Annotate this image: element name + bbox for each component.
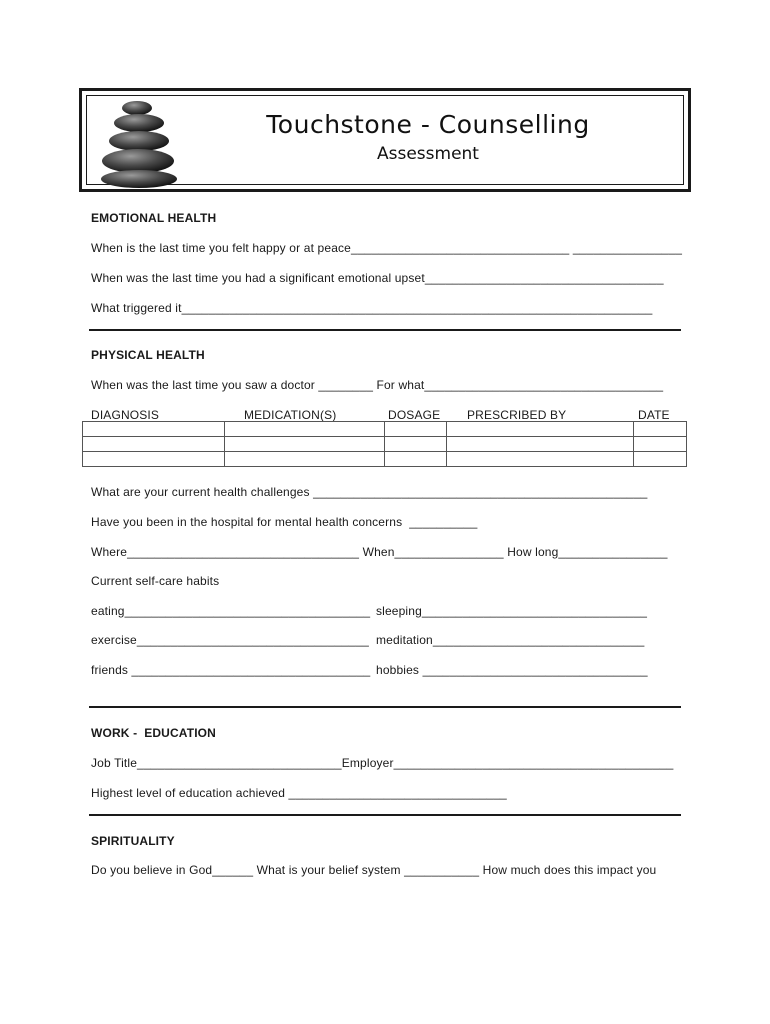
sleeping-field[interactable]: sleeping_________________________________	[376, 604, 648, 618]
stacked-stones-logo-icon	[99, 99, 183, 189]
physical-health-heading: PHYSICAL HEALTH	[91, 348, 205, 362]
table-cell[interactable]	[224, 437, 385, 452]
last-happy-question[interactable]: When is the last time you felt happy or at peace________________________________ ________________	[91, 241, 683, 255]
table-cell[interactable]	[634, 422, 687, 437]
table-cell[interactable]	[634, 437, 687, 452]
table-row	[83, 422, 687, 437]
table-cell[interactable]	[224, 452, 385, 467]
table-cell[interactable]	[447, 452, 634, 467]
header-inner-frame	[86, 95, 684, 185]
hobbies-field[interactable]: hobbies _________________________________	[376, 663, 648, 677]
medication-table	[82, 421, 687, 467]
emotional-health-heading: EMOTIONAL HEALTH	[91, 211, 217, 225]
triggered-question[interactable]: What triggered it_____________________________________________________________________	[91, 301, 653, 315]
job-employer-field[interactable]: Job Title______________________________Employer_________________________________________	[91, 756, 674, 770]
table-cell[interactable]	[447, 437, 634, 452]
work-education-heading: WORK - EDUCATION	[91, 726, 216, 740]
table-cell[interactable]	[83, 422, 225, 437]
table-cell[interactable]	[385, 422, 447, 437]
where-when-howlong-question[interactable]: Where__________________________________ When________________ How long________________	[91, 545, 668, 559]
section-divider	[89, 814, 681, 816]
table-cell[interactable]	[385, 452, 447, 467]
hospital-question[interactable]: Have you been in the hospital for mental health concerns __________	[91, 515, 478, 529]
belief-question[interactable]: Do you believe in God______ What is your belief system ___________ How much does this impact you	[91, 863, 657, 877]
page-title: Touchstone - Counselling	[266, 110, 590, 139]
section-divider	[89, 329, 681, 331]
medication-column-header: MEDICATION(S)	[244, 408, 337, 422]
dosage-column-header: DOSAGE	[388, 408, 441, 422]
exercise-field[interactable]: exercise__________________________________	[91, 633, 369, 647]
emotional-upset-question[interactable]: When was the last time you had a significant emotional upset___________________________________	[91, 271, 664, 285]
diagnosis-column-header: DIAGNOSIS	[91, 408, 160, 422]
table-row	[83, 452, 687, 467]
section-divider	[89, 706, 681, 708]
table-cell[interactable]	[224, 422, 385, 437]
doctor-visit-question[interactable]: When was the last time you saw a doctor ________ For what___________________________________	[91, 378, 664, 392]
prescribed-by-column-header: PRESCRIBED BY	[467, 408, 567, 422]
meditation-field[interactable]: meditation_______________________________	[376, 633, 645, 647]
health-challenges-question[interactable]: What are your current health challenges _________________________________________________	[91, 485, 648, 499]
table-cell[interactable]	[83, 452, 225, 467]
page-subtitle: Assessment	[377, 144, 479, 164]
table-row	[83, 437, 687, 452]
table-cell[interactable]	[385, 437, 447, 452]
date-column-header: DATE	[638, 408, 670, 422]
education-level-field[interactable]: Highest level of education achieved ________________________________	[91, 786, 507, 800]
spirituality-heading: SPIRITUALITY	[91, 834, 175, 848]
eating-field[interactable]: eating____________________________________	[91, 604, 371, 618]
table-cell[interactable]	[447, 422, 634, 437]
header-box	[79, 88, 691, 192]
friends-field[interactable]: friends ___________________________________	[91, 663, 371, 677]
table-cell[interactable]	[634, 452, 687, 467]
self-care-label: Current self-care habits	[91, 574, 220, 588]
table-cell[interactable]	[83, 437, 225, 452]
